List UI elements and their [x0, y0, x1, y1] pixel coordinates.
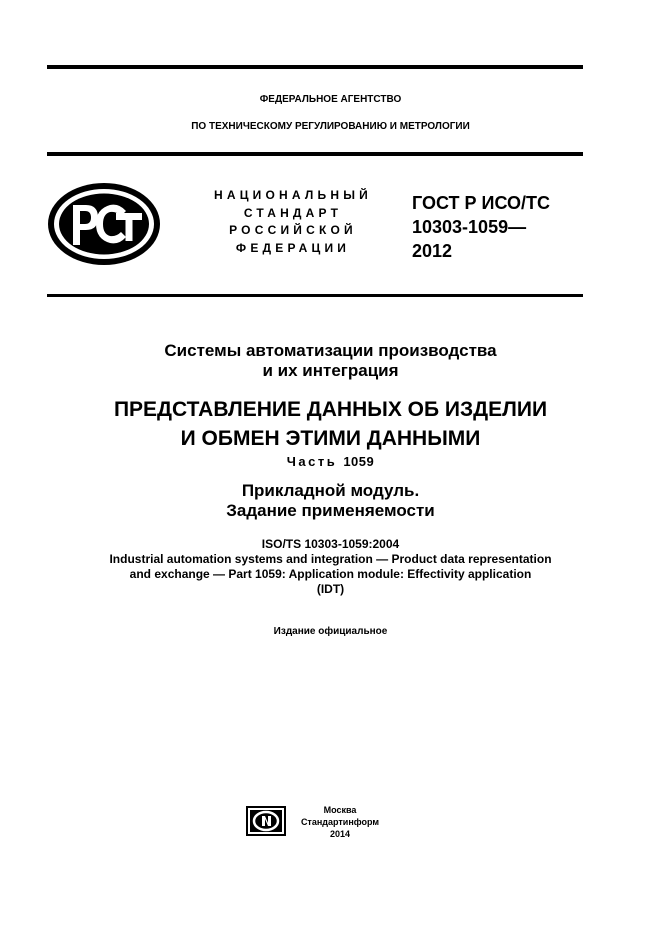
publisher-city: Москва — [323, 805, 357, 815]
standartinform-logo-icon — [246, 806, 286, 836]
designation-line-3: 2012 — [412, 241, 453, 261]
part-label — [0, 454, 661, 469]
iso-code: ISO/TS 10303-1059:2004 — [261, 537, 400, 551]
series-title-line-1: Системы автоматизации производства — [164, 341, 497, 360]
subtitle-line-1: Прикладной модуль. — [241, 481, 420, 500]
title-block-rule — [47, 294, 583, 297]
english-title-line-1: Industrial automation systems and integration — Product data representation — [109, 552, 552, 566]
part-word: Часть — [286, 454, 338, 469]
national-standard-label — [200, 187, 386, 257]
standard-designation — [412, 191, 550, 263]
publisher-block — [290, 804, 390, 840]
edition-label: Издание официальное — [273, 626, 388, 637]
publication-year: 2014 — [329, 829, 351, 839]
document-subtitle — [0, 481, 661, 521]
national-standard-line-4: ФЕДЕРАЦИИ — [235, 240, 351, 255]
main-title-line-2: И ОБМЕН ЭТИМИ ДАННЫМИ — [180, 427, 481, 450]
top-rule — [47, 65, 583, 69]
national-standard-line-2: СТАНДАРТ — [243, 205, 343, 220]
series-title — [0, 341, 661, 381]
national-standard-line-3: РОССИЙСКОЙ — [229, 223, 357, 237]
subtitle-line-2: Задание применяемости — [226, 501, 435, 520]
international-reference — [0, 537, 661, 597]
rst-certification-mark-icon — [46, 181, 162, 267]
english-title-line-2: and exchange — Part 1059: Application module: Effectivity application — [129, 567, 532, 581]
publisher-name: Стандартинформ — [300, 817, 380, 827]
equivalence-degree: (IDT) — [316, 582, 345, 596]
header-rule — [47, 152, 583, 156]
agency-line-1: ФЕДЕРАЛЬНОЕ АГЕНТСТВО — [259, 94, 402, 105]
series-title-line-2: и их интеграция — [262, 361, 399, 380]
national-standard-line-1: НАЦИОНАЛЬНЫЙ — [213, 188, 373, 202]
main-title-line-1: ПРЕДСТАВЛЕНИЕ ДАННЫХ ОБ ИЗДЕЛИИ — [113, 398, 548, 421]
designation-line-1: ГОСТ Р ИСО/ТС — [412, 193, 551, 213]
designation-line-2: 10303-1059— — [412, 217, 527, 237]
part-number: 1059 — [343, 454, 375, 469]
agency-line-2: ПО ТЕХНИЧЕСКОМУ РЕГУЛИРОВАНИЮ И МЕТРОЛОГИИ — [191, 121, 470, 132]
main-title — [0, 395, 661, 453]
